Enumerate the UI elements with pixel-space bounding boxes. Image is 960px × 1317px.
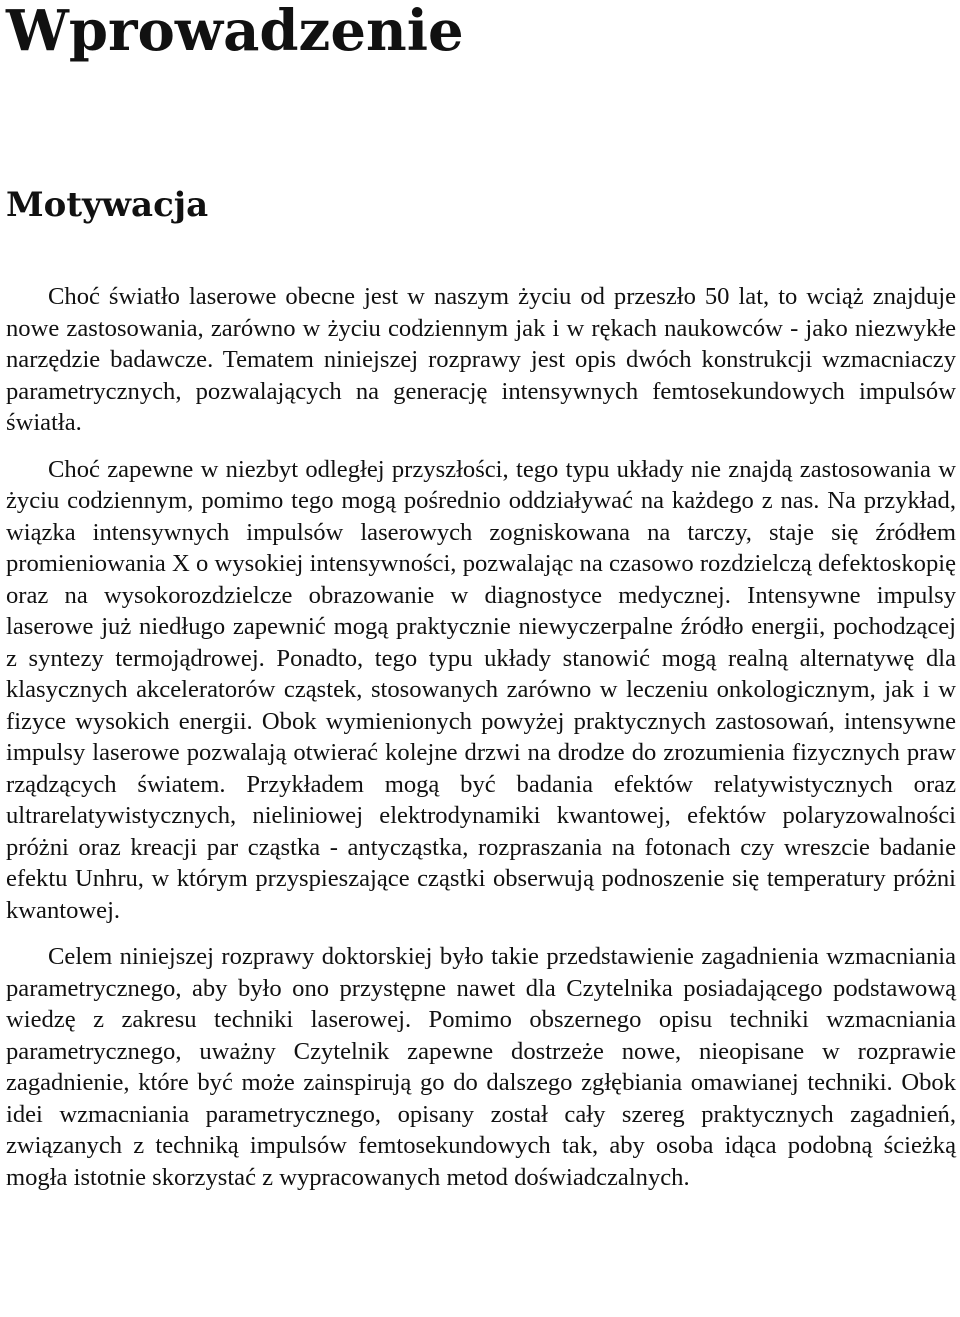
paragraph-2: Choć zapewne w niezbyt odległej przyszłości, tego typu układy nie znajdą zastosowania w życiu codziennym, pomimo tego mogą pośrednio oddziaływać na każdego z nas. Na przykład, wiązka intensywnych impulsów laserowych zogniskowana na tarczy, staje się źródłem promieniowania X o wysokiej intensywności, pozwalając na czasowo rozdzielczą defektoskopię oraz na wysokorozdzielcze obrazowanie w diagnostyce medycznej. Intensywne impulsy laserowe już niedługo zapewnić mogą praktycznie niewyczerpalne źródło energii, pochodzącej z syntezy termojądrowej. Ponadto, tego typu układy stanowić mogą realną alternatywę dla klasycznych akceleratorów cząstek, stosowanych zarówno w leczeniu onkologicznym, jak i w fizyce wysokich energii. Obok wymienionych powyżej praktycznych zastosowań, intensywne impulsy laserowe pozwalają otwierać kolejne drzwi na drodze do zrozumienia fizycznych praw rządzących światem. Przykładem mogą być badania efektów relatywistycznych oraz ultrarelatywistycznych, nieliniowej elektrodynamiki kwantowej, efektów polaryzowalności próżni oraz kreacji par cząstka - antycząstka, rozpraszania na fotonach czy wreszcie badanie efektu Unhru, w którym przyspieszające cząstki obserwują podnoszenie się temperatury próżni kwantowej.: [6, 455, 956, 924]
body-text: [6, 281, 956, 1193]
chapter-title: Wprowadzenie: [6, 0, 464, 64]
paragraph-3: Celem niniejszej rozprawy doktorskiej było takie przedstawienie zagadnienia wzmacniania parametrycznego, aby było ono przystępne nawet dla Czytelnika posiadającego podstawową wiedzę z zakresu techniki laserowej. Pomimo obszernego opisu techniki wzmacniania parametrycznego, uważny Czytelnik zapewne dostrzeże nowe, nieopisane w rozprawie zagadnienie, które być może zainspirują go do dalszego zgłębiania omawianej techniki. Obok idei wzmacniania parametrycznego, opisany został cały szereg praktycznych zagadnień, związanych z techniką impulsów femtosekundowych tak, aby osoba idąca podobną ścieżką mogła istotnie skorzystać z wypracowanych metod doświadczalnych.: [6, 943, 956, 1191]
paragraph-1: Choć światło laserowe obecne jest w naszym życiu od przeszło 50 lat, to wciąż znajduje nowe zastosowania, zarówno w życiu codziennym jak i w rękach naukowców - jako niezwykłe narzędzie badawcze. Tematem niniejszej rozprawy jest opis dwóch konstrukcji wzmacniaczy parametrycznych, pozwalających na generację intensywnych femtosekundowych impulsów światła.: [6, 283, 956, 436]
section-title: Motywacja: [6, 185, 209, 225]
